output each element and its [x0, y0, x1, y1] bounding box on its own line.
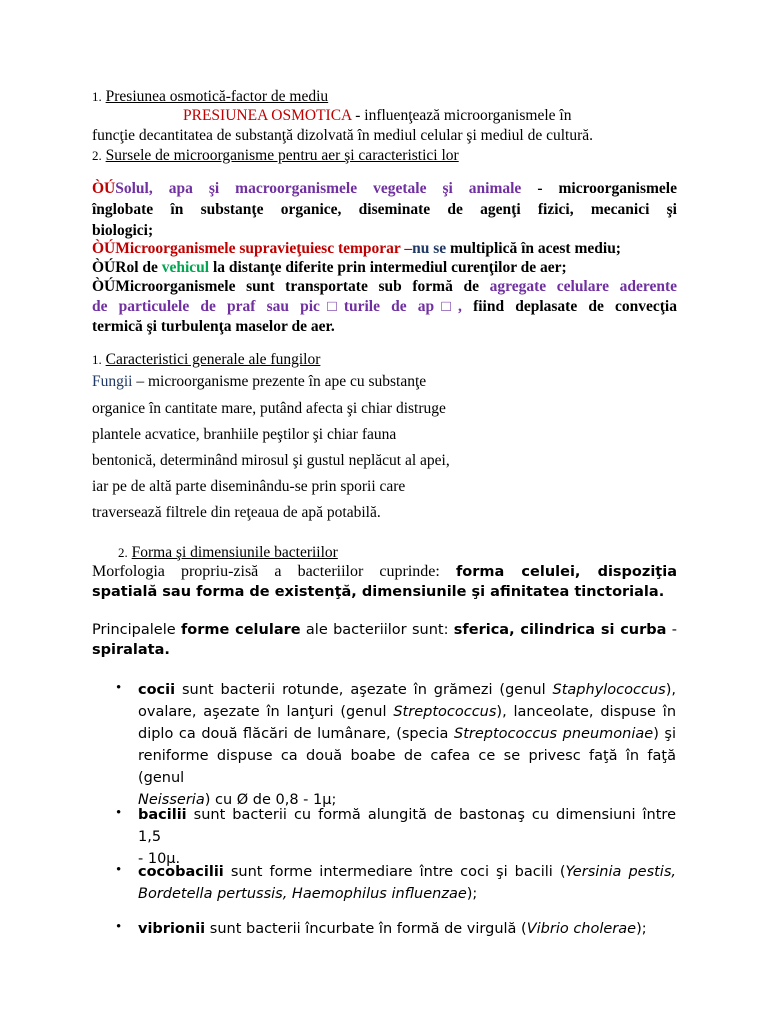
- section-heading-air-sources: 2. Sursele de microorganisme pentru aer şi caracteristici lor: [92, 147, 459, 164]
- fungi-line-5: iar pe de altă parte diseminându-se prin sporii care: [92, 478, 406, 495]
- section-heading-bacteria: 2. Forma şi dimensiunile bacteriilor: [118, 544, 338, 561]
- bullet-glyph: ÒÚ: [92, 278, 116, 295]
- list-item-cocci: cocii sunt bacterii rotunde, aşezate în grămezi (genul Staphylococcus), ovalare, aşezate în lanţuri (genul Streptococcus), lanceolate, dispuse în diplo ca două flăcări de lumânare, (specia Streptococcus pneumoniae) şi reniforme dispuse ca două boabe de cafea ce se privesc faţă în faţă (genul Neisseria) cu Ø de 0,8 - 1µ;: [138, 682, 677, 808]
- bullet-glyph: ÒÚ: [92, 240, 116, 257]
- fungi-line-2: organice în cantitate mare, putând afecta şi chiar distruge: [92, 400, 446, 417]
- air-source-paragraph-4: ÒÚMicroorganismele sunt transportate sub formă de agregate celulare aderente de particulele de praf sau pic□turile de ap□, fiind deplasate de convecţia termică şi turbulenţa maselor de aer.: [92, 278, 677, 335]
- list-bullet: •: [116, 862, 122, 878]
- osmotic-pressure-definition-line2: funcţie decantitatea de substanţă dizolvată în mediul celular şi mediul de cultură.: [92, 127, 593, 144]
- fungi-line-6: traversează filtrele din reţeaua de apă potabilă.: [92, 504, 381, 521]
- cell-forms-paragraph: Principalele forme celulare ale bacteriilor sunt: sferica, cilindrica si curba - spiralata.: [92, 622, 677, 658]
- list-bullet: •: [116, 680, 122, 696]
- bullet-glyph: ÒÚ: [92, 180, 116, 197]
- fungi-line-1: Fungii – microorganisme prezente în ape cu substanţe: [92, 373, 427, 390]
- fungi-line-3: plantele acvatice, branhiile peştilor şi chiar fauna: [92, 426, 397, 443]
- bullet-glyph: ÒÚ: [92, 259, 116, 276]
- fungi-line-4: bentonică, determinând mirosul şi gustul neplăcut al apei,: [92, 452, 450, 469]
- air-source-paragraph-3: ÒÚRol de vehicul la distanţe diferite prin intermediul curenţilor de aer;: [92, 259, 567, 276]
- morphology-paragraph: Morfologia propriu-zisă a bacteriilor cuprinde: forma celulei, dispoziţia spatială sau forma de existenţă, dimensiunile şi afinitatea tinctoriala.: [92, 563, 677, 600]
- list-bullet: •: [116, 919, 122, 935]
- list-item-vibrios: vibrionii sunt bacterii încurbate în formă de virgulă (Vibrio cholerae);: [138, 921, 647, 937]
- air-source-paragraph-1: ÒÚSolul, apa şi macroorganismele vegetale şi animale - microorganismele înglobate în substanţe organice, diseminate de agenţi fizici, mecanici şi biologici;: [92, 180, 677, 239]
- osmotic-pressure-definition-line1: PRESIUNEA OSMOTICA - influenţează microorganismele în: [183, 107, 572, 124]
- air-source-paragraph-2: ÒÚMicroorganismele supravieţuiesc temporar –nu se multiplică în acest mediu;: [92, 240, 621, 257]
- section-heading-fungi: 1. Caracteristici generale ale fungilor: [92, 351, 321, 368]
- list-item-bacilli: bacilii sunt bacterii cu formă alungită de bastonaş cu dimensiuni între 1,5 - 10µ.: [138, 807, 676, 867]
- list-bullet: •: [116, 805, 122, 821]
- list-item-coccobacilli: cocobacilii sunt forme intermediare între coci şi bacili (Yersinia pestis, Bordetella pertussis, Haemophilus influenzae);: [138, 864, 676, 902]
- section-heading-osmotic-pressure: 1. Presiunea osmotică-factor de mediu: [92, 88, 329, 105]
